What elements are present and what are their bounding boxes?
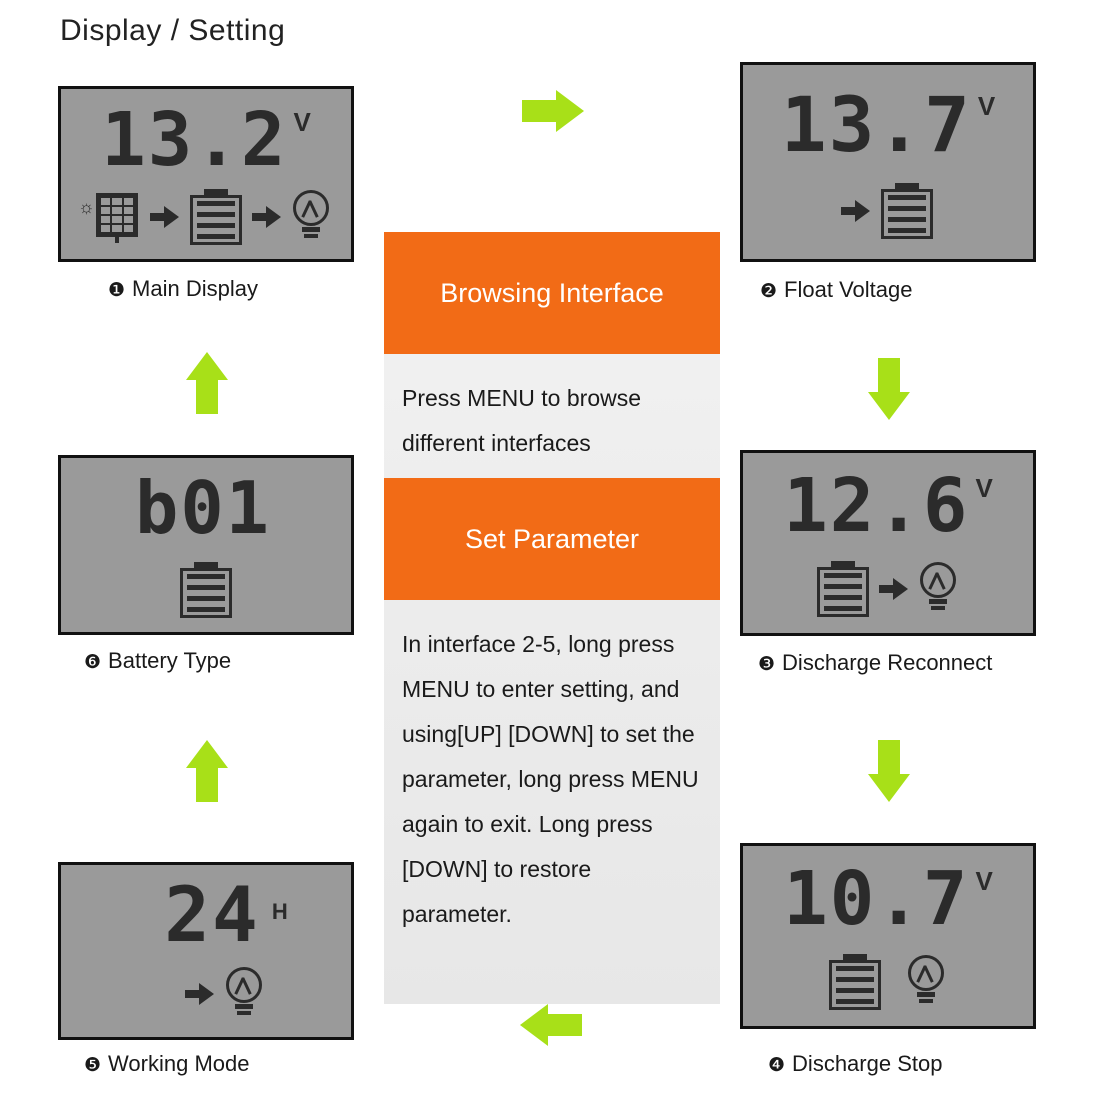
lcd-screen-battery-type bbox=[58, 455, 354, 635]
browsing-interface-text: Press MENU to browse different interfaces bbox=[402, 385, 642, 456]
arrow-icon bbox=[879, 576, 909, 602]
value-discharge-stop: 10.7 bbox=[783, 856, 970, 942]
step-number: ❸ bbox=[758, 654, 776, 675]
set-parameter-heading: Set Parameter bbox=[384, 478, 720, 600]
solar-panel-icon: ☼ bbox=[78, 189, 142, 245]
step-number: ❺ bbox=[84, 1055, 102, 1076]
unit-discharge-stop: V bbox=[975, 866, 993, 896]
caption-label: Main Display bbox=[132, 276, 258, 301]
step-number: ❻ bbox=[84, 652, 102, 673]
page-title: Display / Setting bbox=[60, 14, 286, 47]
caption-float-voltage bbox=[760, 277, 912, 303]
set-parameter-text: In interface 2-5, long press MENU to enter setting, and using[UP] [DOWN] to set the parameter, long press MENU again to exit. Long press [DOWN] to restore parameter. bbox=[402, 631, 699, 927]
value-float-voltage: 13.7 bbox=[780, 80, 972, 169]
arrow-stop-to-working-mode bbox=[520, 1004, 584, 1046]
arrow-icon bbox=[150, 204, 180, 230]
caption-label: Float Voltage bbox=[784, 277, 913, 302]
battery-icon bbox=[815, 561, 871, 617]
step-number: ❹ bbox=[768, 1055, 786, 1076]
caption-discharge-stop bbox=[768, 1051, 942, 1077]
arrow-reconnect-to-stop bbox=[868, 740, 910, 804]
lamp-icon bbox=[223, 967, 267, 1021]
battery-icon bbox=[178, 562, 234, 618]
unit-main-display: V bbox=[293, 107, 311, 137]
caption-main-display bbox=[108, 276, 258, 302]
caption-discharge-reconnect bbox=[758, 650, 992, 676]
lamp-icon bbox=[917, 562, 961, 616]
arrow-icon bbox=[252, 204, 282, 230]
caption-label: Discharge Reconnect bbox=[782, 650, 993, 675]
unit-float-voltage: V bbox=[977, 91, 996, 121]
value-main-display: 13.2 bbox=[101, 97, 288, 183]
step-number: ❷ bbox=[760, 281, 778, 302]
lcd-screen-float-voltage bbox=[740, 62, 1036, 262]
battery-icon bbox=[827, 954, 883, 1010]
caption-label: Discharge Stop bbox=[792, 1051, 943, 1076]
arrow-icon bbox=[185, 981, 215, 1007]
lcd-screen-discharge-stop bbox=[740, 843, 1036, 1029]
caption-label: Battery Type bbox=[108, 648, 232, 673]
value-working-mode: 24 bbox=[164, 870, 260, 959]
value-discharge-reconnect: 12.6 bbox=[783, 463, 970, 549]
unit-working-mode: H bbox=[271, 899, 288, 924]
caption-label: Working Mode bbox=[108, 1051, 250, 1076]
lcd-screen-discharge-reconnect bbox=[740, 450, 1036, 636]
arrow-main-to-float bbox=[522, 90, 586, 132]
browsing-interface-heading: Browsing Interface bbox=[384, 232, 720, 354]
step-number: ❶ bbox=[108, 280, 126, 301]
battery-icon bbox=[879, 183, 935, 239]
lamp-icon bbox=[905, 955, 949, 1009]
lamp-icon bbox=[290, 190, 334, 244]
caption-working-mode bbox=[84, 1051, 249, 1077]
lcd-screen-main-display bbox=[58, 86, 354, 262]
battery-icon bbox=[188, 189, 244, 245]
info-panel bbox=[384, 232, 720, 1004]
arrow-working-mode-to-battery-type bbox=[186, 740, 228, 804]
lcd-screen-working-mode bbox=[58, 862, 354, 1040]
caption-battery-type bbox=[84, 648, 231, 674]
arrow-battery-type-to-main bbox=[186, 352, 228, 416]
unit-discharge-reconnect: V bbox=[975, 473, 993, 503]
arrow-icon bbox=[841, 198, 871, 224]
arrow-float-to-reconnect bbox=[868, 358, 910, 422]
value-battery-type: b01 bbox=[134, 466, 272, 550]
